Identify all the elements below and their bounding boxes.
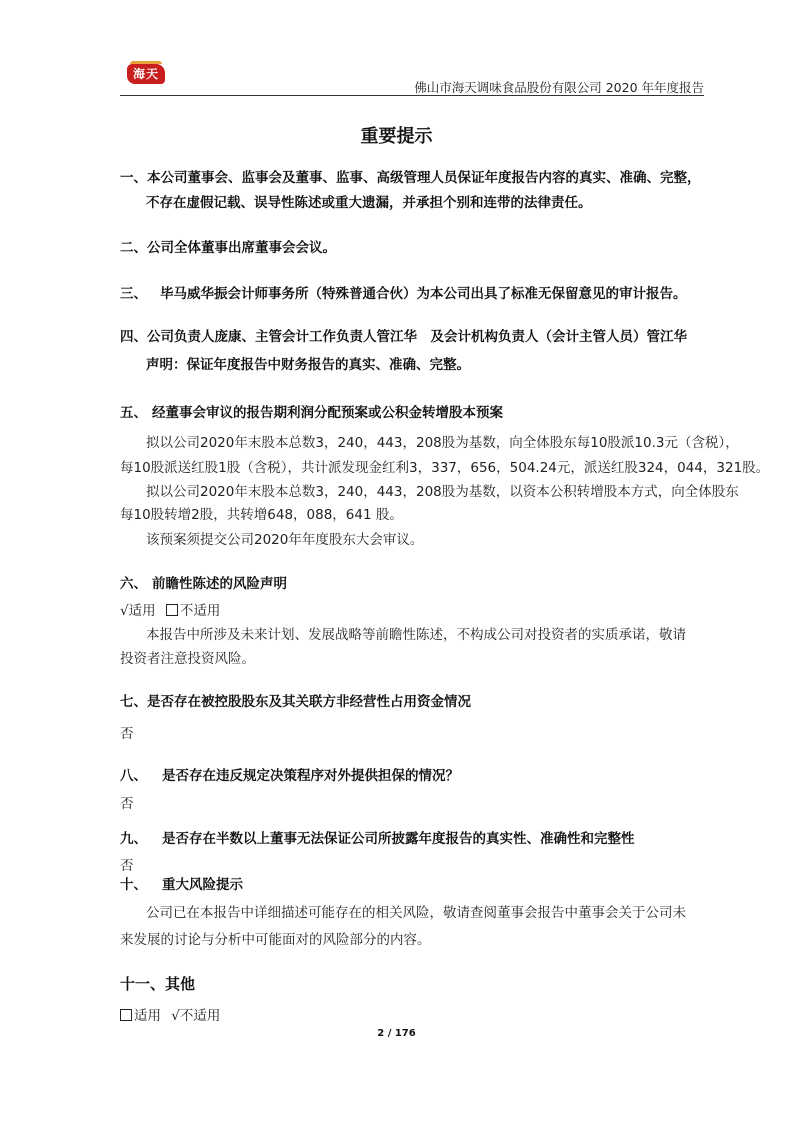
section-1-line1: 本公司董事会、监事会及董事、监事、高级管理人员保证年度报告内容的真实、准确、完整， bbox=[147, 170, 701, 186]
section-8-answer: 否 bbox=[120, 796, 134, 812]
section-2-heading bbox=[120, 236, 336, 256]
section-number: 四、 bbox=[120, 329, 147, 345]
section-5-text: 经董事会审议的报告期利润分配预案或公积金转增股本预案 bbox=[152, 405, 503, 421]
section-number: 八、 bbox=[120, 768, 147, 784]
section-7-answer: 否 bbox=[120, 726, 134, 742]
section-9-text: 是否存在半数以上董事无法保证公司所披露年度报告的真实性、准确性和完整性 bbox=[162, 831, 635, 847]
section-3-text: 毕马威华振会计师事务所（特殊普通合伙）为本公司出具了标准无保留意见的审计报告。 bbox=[160, 286, 687, 302]
section-7-heading bbox=[120, 690, 471, 710]
section-11-text: 其他 bbox=[165, 975, 196, 993]
applicability-checkbox-row bbox=[120, 599, 220, 619]
not-applicable-checked: √不适用 bbox=[171, 1008, 221, 1024]
conversion-paragraph-line1: 拟以公司2020年末股本总数3，240，443，208股为基数，以资本公积转增股本方式，向全体股东 bbox=[146, 484, 739, 500]
section-number: 七、 bbox=[120, 694, 147, 710]
section-number: 六、 bbox=[120, 576, 147, 592]
section-6-heading bbox=[120, 572, 287, 592]
other-applicability-row bbox=[120, 1004, 220, 1024]
header-divider bbox=[120, 95, 704, 96]
section-number: 五、 bbox=[120, 405, 147, 421]
page-number: 2 / 176 bbox=[377, 1028, 416, 1039]
section-number: 十、 bbox=[120, 877, 147, 893]
section-8-text: 是否存在违反规定决策程序对外提供担保的情况？ bbox=[162, 768, 459, 784]
risk-statement-line2: 投资者注意投资风险。 bbox=[120, 651, 255, 667]
section-10-text: 重大风险提示 bbox=[162, 877, 243, 893]
section-3-heading bbox=[120, 282, 687, 302]
risk-notice-line1: 公司已在本报告中详细描述可能存在的相关风险，敬请查阅董事会报告中董事会关于公司未 bbox=[146, 905, 686, 921]
section-9-answer: 否 bbox=[120, 858, 134, 874]
report-header-title: 佛山市海天调味食品股份有限公司 2020 年年度报告 bbox=[414, 80, 704, 95]
section-8-heading bbox=[120, 764, 459, 784]
section-number: 二、 bbox=[120, 240, 147, 256]
section-6-text: 前瞻性陈述的风险声明 bbox=[152, 576, 287, 592]
dividend-paragraph-line2: 每10股派送红股1股（含税），共计派发现金红利3，337，656，504.24元，派送红股324，044，321股。 bbox=[120, 460, 770, 476]
section-4-line1: 公司负责人庞康、主管会计工作负责人管江华 及会计机构负责人（会计主管人员）管江华 bbox=[147, 329, 687, 345]
section-number: 一、 bbox=[120, 170, 147, 186]
section-2-text: 公司全体董事出席董事会会议。 bbox=[147, 240, 336, 256]
proposal-note: 该预案须提交公司2020年年度股东大会审议。 bbox=[146, 532, 424, 548]
section-11-heading bbox=[120, 973, 195, 994]
checkbox-empty-icon bbox=[120, 1009, 132, 1021]
section-4-line2: 声明：保证年度报告中财务报告的真实、准确、完整。 bbox=[146, 357, 470, 373]
section-1-heading bbox=[120, 166, 701, 186]
section-4-heading bbox=[120, 325, 687, 345]
section-9-heading bbox=[120, 827, 635, 847]
company-logo: 海天 bbox=[127, 64, 165, 84]
risk-notice-line2: 来发展的讨论与分析中可能面对的风险部分的内容。 bbox=[120, 932, 431, 948]
not-applicable-label: 不适用 bbox=[179, 603, 221, 619]
page-title: 重要提示 bbox=[360, 126, 433, 147]
section-10-heading bbox=[120, 873, 243, 893]
applicable-checked: √适用 bbox=[120, 603, 156, 619]
dividend-paragraph-line1: 拟以公司2020年末股本总数3，240，443，208股为基数，向全体股东每10股派10.3元（含税）， bbox=[146, 435, 739, 451]
conversion-paragraph-line2: 每10股转增2股，共转增648，088，641 股。 bbox=[120, 507, 403, 523]
section-7-text: 是否存在被控股股东及其关联方非经营性占用资金情况 bbox=[147, 694, 471, 710]
section-number: 十一、 bbox=[120, 975, 166, 993]
section-5-heading bbox=[120, 401, 503, 421]
section-number: 九、 bbox=[120, 831, 147, 847]
section-1-line2: 不存在虚假记载、误导性陈述或重大遗漏，并承担个别和连带的法律责任。 bbox=[146, 195, 592, 211]
applicable-label: 适用 bbox=[134, 1008, 161, 1024]
section-number: 三、 bbox=[120, 286, 147, 302]
risk-statement-line1: 本报告中所涉及未来计划、发展战略等前瞻性陈述，不构成公司对投资者的实质承诺，敬请 bbox=[146, 627, 686, 643]
checkbox-empty-icon bbox=[166, 604, 178, 616]
